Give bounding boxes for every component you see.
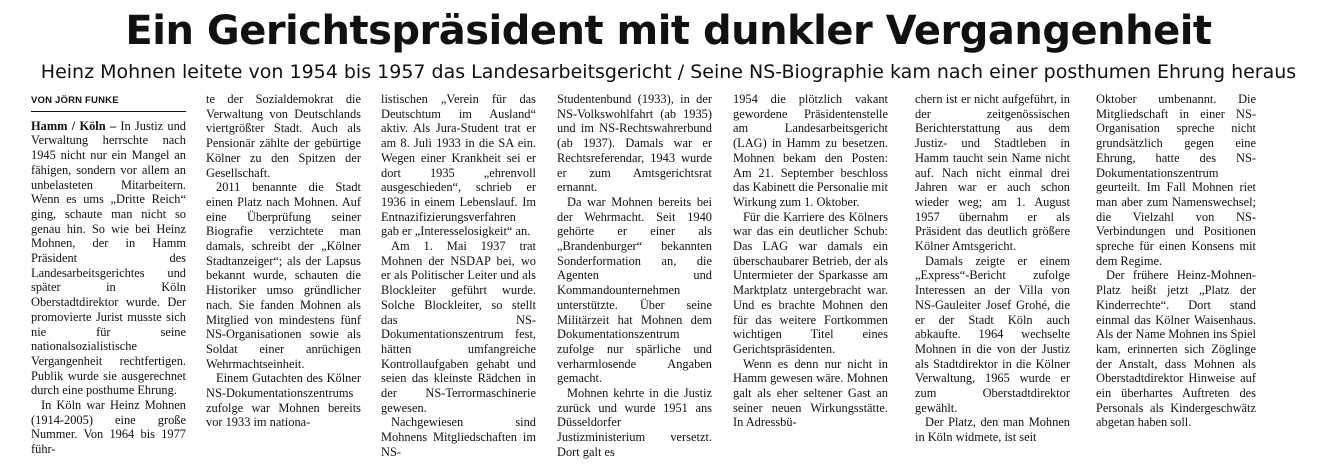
column-1 (31, 92, 186, 462)
column-7 (1096, 92, 1256, 462)
paragraph: Der Platz, den man Mohnen in Köln widmete, ist seit (915, 415, 1070, 445)
paragraph: Wenn es denn nur nicht in Hamm gewesen wäre. Mohnen galt als eher seltener Gast an seiner neuen Wirkungsstätte. In Adressbü- (733, 356, 888, 430)
column-4 (557, 92, 712, 462)
paragraph: In Köln war Heinz Mohnen (1914-2005) eine große Nummer. Von 1964 bis 1977 führ- (31, 398, 186, 457)
paragraph: Mohnen kehrte in die Justiz zurück und wurde 1951 ans Düsseldorfer Justizministerium versetzt. Dort galt es (557, 386, 712, 459)
paragraph: Der frühere Heinz-Mohnen-Platz heißt jetzt „Platz der Kinderrechte“. Dort stand einmal das Kölner Waisenhaus. Als der Name Mohnen ins Spiel kam, erinnerten sich Zöglinge der Anstalt, dass Mohnen als Oberstadtdirektor Hinweise auf ein überhartes Auftreten des Personals als Kindergeschwätz abgetan haben soll. (1096, 268, 1256, 430)
paragraph: Studentenbund (1933), in der NS-Volkswohlfahrt (ab 1935) und im NS-Rechtswahrerbund (ab 1937). Damals war er Rechtsreferendar, 1943 wurde er zum Amtsgerichtsrat ernannt. (557, 92, 712, 195)
paragraph: Hamm / Köln – In Justiz und Verwaltung herrschte nach 1945 nicht nur ein Mangel an fähigen, sondern vor allem an unbelasteten Mitarbeitern. Wenn es ums „Dritte Reich“ ging, schaute man nicht so genau hin. So wie bei Heinz Mohnen, der in Hamm Präsident des Landesarbeitsgerichtes und später in Köln Oberstadtdirektor wurde. Der promovierte Jurist musste sich nie für seine nationalsozialistische Vergangenheit rechtfertigen. Publik wurde sie ausgerechnet durch eine posthume Ehrung. (31, 118, 186, 398)
paragraph: Oktober umbenannt. Die Mitgliedschaft in einer NS-Organisation spreche nicht grundsätzlich gegen eine Ehrung, hatte des NS-Dokumentationszentrum geurteilt. Im Fall Mohnen riet man aber zum Namenswechsel; die Vielzahl von NS-Verbindungen und Positionen spreche für einen Konsens mit dem Regime. (1096, 92, 1256, 268)
paragraph: chern ist er nicht aufgeführt, in der zeitgenössischen Berichterstattung aus dem Justiz- und Stadtleben in Hamm taucht sein Name nicht auf. Nach nicht einmal drei Jahren war er auch schon wieder weg; am 1. August 1957 übernahm er als Präsident das deutlich größere Kölner Amtsgericht. (915, 92, 1070, 254)
paragraph: 2011 benannte die Stadt einen Platz nach Mohnen. Auf eine Überprüfung seiner Biografie verzichtete man damals, schreibt der „Kölner Stadtanzeiger“; als der Lapsus bekannt wurde, schauten die Historiker umso gründlicher nach. Sie fanden Mohnen als Mitglied von mindestens fünf NS-Organisationen sowie als Soldat einer anrüchigen Wehrmachtseinheit. (206, 180, 361, 371)
paragraph: Für die Karriere des Kölners war das ein deutlicher Schub: Das LAG war damals ein überschaubarer Betrieb, der als Untermieter der Sparkasse am Marktplatz untergebracht war. Und es brachte Mohnen den für das weitere Fortkommen wichtigen Titel eines Gerichtspräsidenten. (733, 209, 888, 356)
subheadline: Heinz Mohnen leitete von 1954 bis 1957 das Landesarbeitsgericht / Seine NS-Biographie kam nach einer posthumen Ehrung heraus (40, 61, 1297, 83)
dateline: Hamm / Köln – (31, 118, 117, 133)
paragraph: Da war Mohnen bereits bei der Wehrmacht. Seit 1940 gehörte er einer als „Brandenburger“ bekannten Sonderformation an, die Agenten und Kommandounternehmen unterstützte. Über seine Militärzeit hat Mohnen dem Dokumentationszentrum zufolge nur spärliche und verharmlosende Angaben gemacht. (557, 194, 712, 386)
paragraph: 1954 die plötzlich vakant gewordene Präsidentenstelle am Landesarbeitsgericht (LAG) in Hamm zu besetzen. Mohnen bekam den Posten: Am 21. September beschloss das Kabinett die Personalie mit Wirkung zum 1. Oktober. (733, 92, 888, 209)
column-2 (206, 92, 361, 462)
headline: Ein Gerichtspräsident mit dunkler Vergangenheit (125, 8, 1212, 54)
paragraph: Einem Gutachten des Kölner NS-Dokumentationszentrums zufolge war Mohnen bereits vor 1933 im nationa- (206, 371, 361, 430)
column-5 (733, 92, 888, 462)
paragraph: Damals zeigte er einem „Express“-Bericht zufolge Interessen an der Villa von NS-Gauleiter Josef Grohé, die er der Stadt Köln auch abkaufte. 1964 wechselte Mohnen in die von der Justiz als Stadtdirektor in die Kölner Verwaltung, 1965 wurde er zum Oberstadtdirektor gewählt. (915, 253, 1070, 415)
article-body (31, 92, 1325, 462)
column-3 (381, 92, 536, 462)
column-6 (915, 92, 1070, 462)
paragraph: te der Sozialdemokrat die Verwaltung von Deutschlands viertgrößter Stadt. Auch als Pensionär zählte der gebürtige Kölner zu den Spitzen der Gesellschaft. (206, 92, 361, 180)
paragraph: Am 1. Mai 1937 trat Mohnen der NSDAP bei, wo er als Politischer Leiter und als Blockleiter geführt wurde. Solche Blockleiter, so stellt das NS-Dokumentationszentrum fest, hätten umfangreiche Kontrollaufgaben gehabt und seien das kleinste Rädchen in der NS-Terrormaschinerie gewesen. (381, 239, 536, 415)
byline: VON JÖRN FUNKE (31, 94, 186, 112)
paragraph: listischen „Verein für das Deutschtum im Ausland“ aktiv. Als Jura-Student trat er am 8. Juli 1933 in die SA ein. Wegen einer Krankheit sei er dort 1935 „ehrenvoll ausgeschieden“, schrieb er 1936 in einem Lebenslauf. Im Entnazifizierungsverfahren gab er „Interesselosigkeit“ an. (381, 92, 536, 239)
paragraph: Nachgewiesen sind Mohnens Mitgliedschaften im NS- (381, 415, 536, 459)
